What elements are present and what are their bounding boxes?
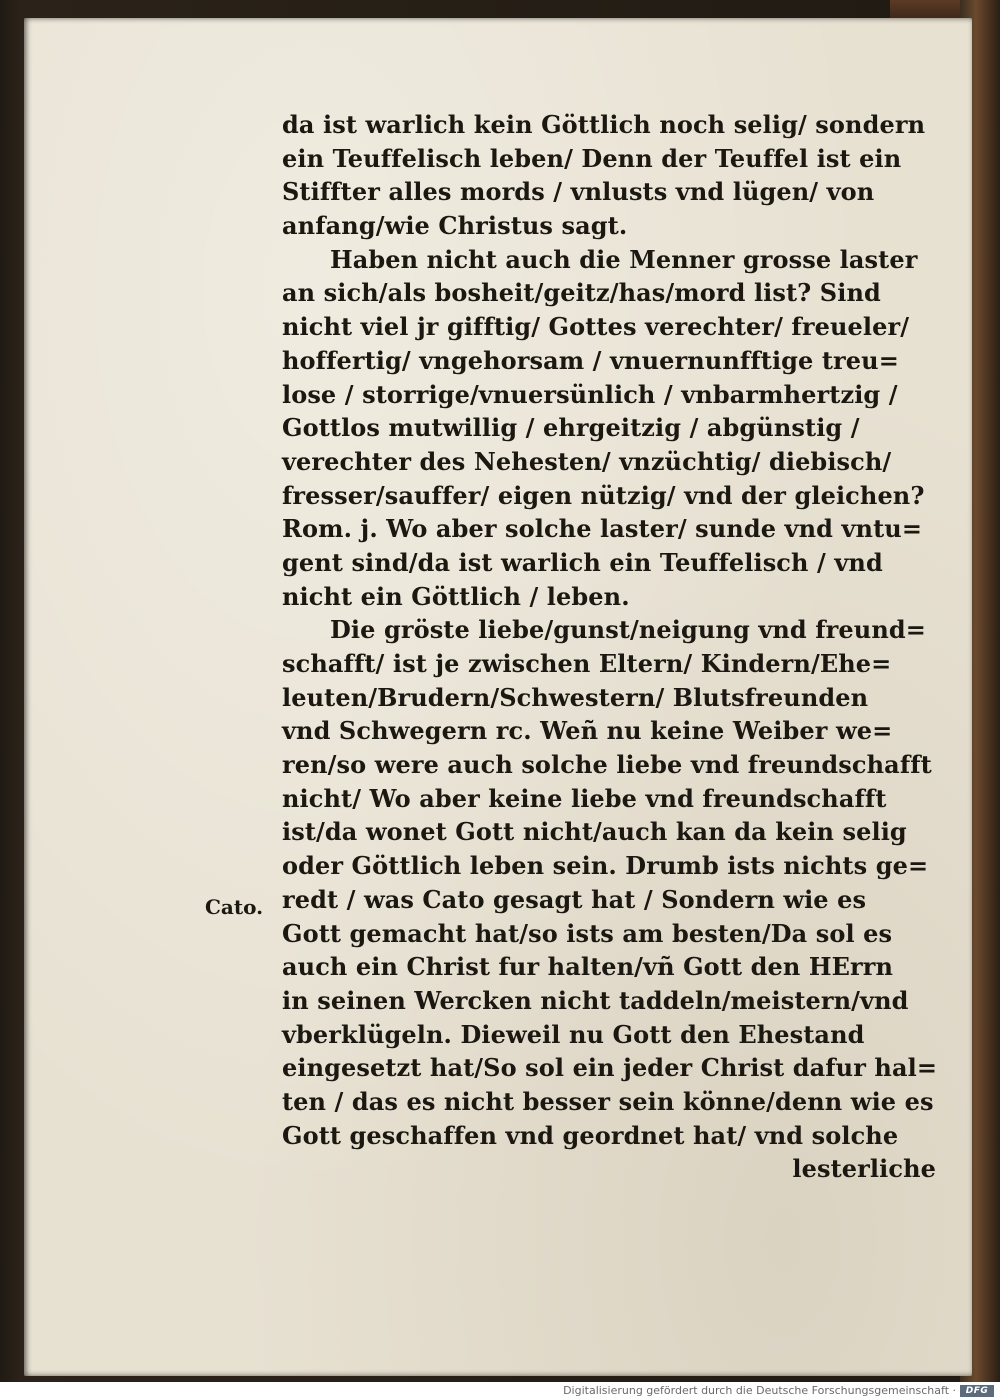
text-line: ten / das es nicht besser sein könne/denn wie es [282, 1086, 934, 1116]
text-line: an sich/als bosheit/geitz/has/mord list? Sind [282, 278, 881, 308]
text-line: hoffertig/ vngehorsam / vnuernunfftige treu= [282, 345, 899, 375]
text-line: redt / was Cato gesagt hat / Sondern wie es [282, 884, 867, 914]
text-line: leuten/Brudern/Schwestern/ Blutsfreunden [282, 682, 869, 712]
text-line: Gottlos mutwillig / ehrgeitzig / abgünstig / [282, 413, 860, 443]
text-line: vberklügeln. Dieweil nu Gott den Ehestand [282, 1019, 865, 1049]
page-text [282, 108, 962, 1186]
text-line: ren/so were auch solche liebe vnd freundschafft [282, 750, 932, 780]
text-line: Die gröste liebe/gunst/neigung vnd freund= [330, 615, 926, 645]
text-line: oder Göttlich leben sein. Drumb ists nichts ge= [282, 851, 929, 881]
text-line: Rom. j. Wo aber solche laster/ sunde vnd vntu= [282, 514, 923, 544]
text-line: auch ein Christ fur halten/vñ Gott den HErrn [282, 952, 894, 982]
text-line: nicht/ Wo aber keine liebe vnd freundschafft [282, 783, 887, 813]
catchword: lesterliche [792, 1154, 936, 1184]
footer-credit: Digitalisierung gefördert durch die Deutsche Forschungsgemeinschaft · [563, 1384, 956, 1397]
text-line: Stiffter alles mords / vnlusts vnd lügen/ von [282, 177, 875, 207]
text-line: verechter des Nehesten/ vnzüchtig/ diebisch/ [282, 446, 892, 476]
text-line: schafft/ ist je zwischen Eltern/ Kindern/Ehe= [282, 649, 892, 678]
text-line: ein Teuffelisch leben/ Denn der Teuffel ist ein [282, 143, 902, 173]
text-line: da ist warlich kein Göttlich noch selig/ sondern [282, 110, 926, 139]
text-line: gent sind/da ist warlich ein Teuffelisch / vnd [282, 547, 883, 577]
footer-bar [0, 1382, 1000, 1400]
text-line: Haben nicht auch die Menner grosse laster [330, 244, 918, 274]
dfg-logo-icon: DFG [960, 1385, 994, 1397]
text-line: nicht ein Göttlich / leben. [282, 581, 630, 611]
text-line: in seinen Wercken nicht taddeln/meistern/vnd [282, 985, 909, 1015]
text-line: nicht viel jr gifftig/ Gottes verechter/ freueler/ [282, 312, 910, 342]
text-line: Gott geschaffen vnd geordnet hat/ vnd solche [282, 1120, 899, 1150]
text-line: lose / storrige/vnuersünlich / vnbarmhertzig / [282, 379, 898, 409]
text-line: anfang/wie Christus sagt. [282, 211, 628, 241]
text-line: Gott gemacht hat/so ists am besten/Da sol es [282, 918, 893, 948]
text-line: vnd Schwegern rc. Weñ nu keine Weiber we= [282, 716, 893, 746]
text-line: fresser/sauffer/ eigen nützig/ vnd der gleichen? [282, 480, 925, 510]
marginal-note: Cato. [205, 895, 264, 919]
text-line: ist/da wonet Gott nicht/auch kan da kein selig [282, 817, 907, 847]
text-line: eingesetzt hat/So sol ein jeder Christ dafur hal= [282, 1053, 938, 1083]
